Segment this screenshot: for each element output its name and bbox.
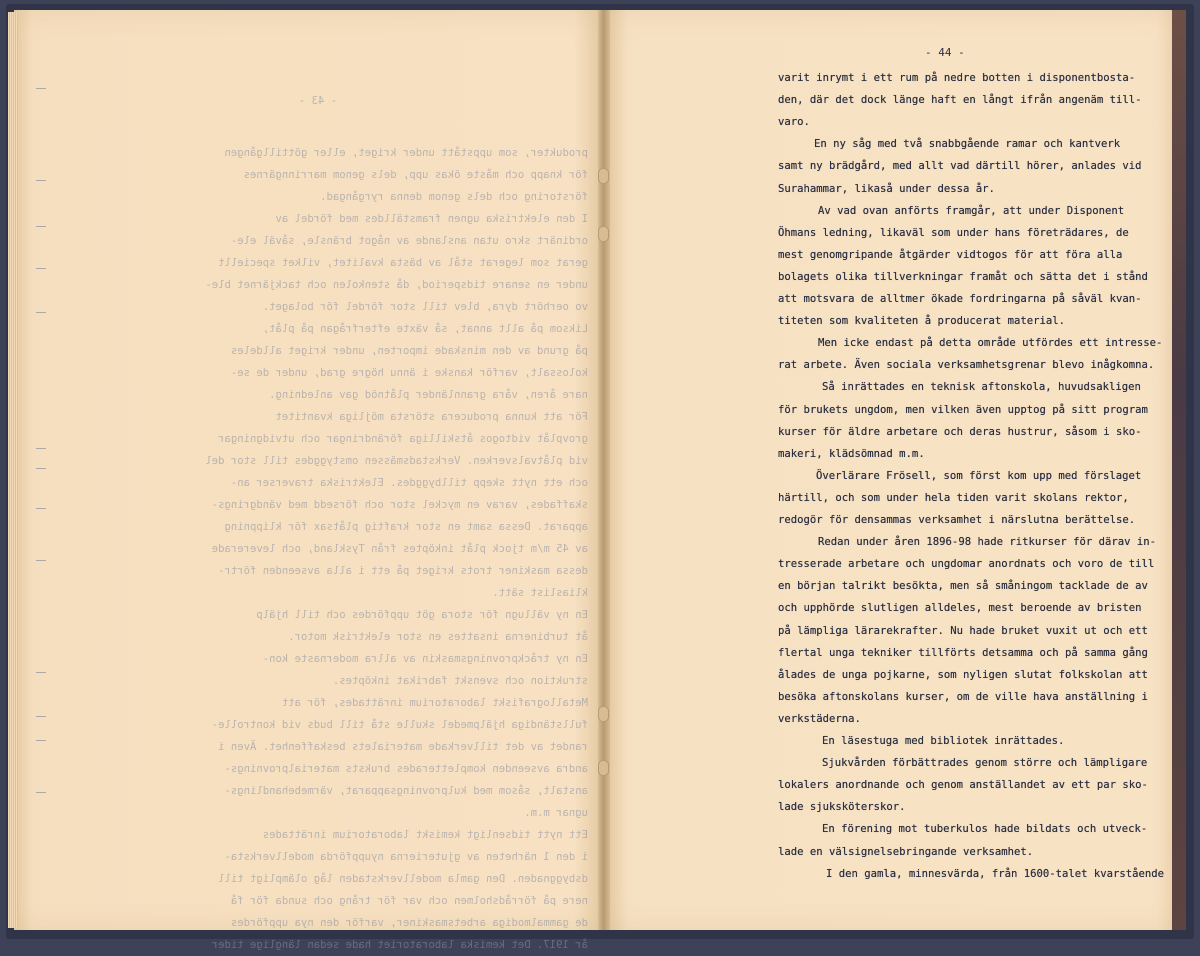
gutter-fold bbox=[598, 10, 610, 930]
text-line: en början talrikt besökta, men så småningom tacklade de av bbox=[778, 580, 1148, 593]
bleed-line: på grund av den minskade importen, under kriget alldeles bbox=[230, 345, 588, 357]
margin-mark bbox=[36, 560, 46, 561]
text-line: samt ny brädgård, med allt vad därtill hörer, anlades vid bbox=[778, 160, 1142, 173]
binding-hole bbox=[598, 706, 609, 722]
bleed-line: kliaslist sätt. bbox=[492, 587, 588, 599]
bleed-line: En ny tråckprovningsmaskin av allra modernaste kon- bbox=[262, 653, 588, 665]
bleed-line: kolossalt, varför kanske i ännu högre grad, under de se- bbox=[230, 367, 588, 379]
text-line: kurser för äldre arbetare och deras hustrur, såsom i sko- bbox=[778, 425, 1142, 438]
text-line: för brukets ungdom, men vilken även upptog på sitt program bbox=[778, 403, 1148, 416]
text-line: varo. bbox=[778, 116, 810, 129]
text-line: att motsvara de alltmer ökade fordringarna på såväl kvan- bbox=[778, 293, 1142, 305]
bleed-line: nere på förrådsholmen och var för trång och sunda för få bbox=[230, 895, 588, 907]
text-line: härtill, och som under hela tiden varit skolans rektor, bbox=[778, 491, 1129, 504]
text-line: flertal unga tekniker tillförts detsamma och på samma gång bbox=[778, 646, 1148, 659]
page-edge-stack bbox=[8, 12, 18, 928]
bleed-line: ugnar m.m. bbox=[524, 807, 588, 819]
right-page-number: - 44 - bbox=[925, 46, 965, 59]
bleed-line: andra avseenden kompletterades bruksts materialprovnings- bbox=[224, 763, 588, 775]
text-line: En förening mot tuberkulos hade bildats och utveck- bbox=[822, 823, 1148, 836]
bleed-line: grovplåt vidtogos åtskilliga förändringar och utvidgningar bbox=[218, 433, 588, 445]
bleed-line: fullständiga hjälpmedel skulle stå till buds vid kontrolle- bbox=[211, 719, 588, 731]
text-line: redogör för densammas verksamhet i närslutna berättelse. bbox=[778, 514, 1136, 526]
cover-edge bbox=[1172, 10, 1186, 930]
margin-mark bbox=[36, 792, 46, 793]
left-page-number: - 43 - bbox=[298, 95, 338, 107]
bleed-line: Metallografiskt laboratorium inrättades, för att bbox=[281, 697, 588, 709]
bleed-line: de gammalmodiga arbetsmaskiner, varför den nya uppfördes bbox=[230, 917, 588, 929]
bleed-line: apparat. Dessa samt en stor kraftig plåtsax för klippning bbox=[224, 521, 588, 533]
bleed-line: i den 1 närheten av gjuterierna nyuppförda modellverksta- bbox=[224, 851, 588, 863]
bleed-line: anstalt, såsom med kulprovningsapparat, värmebehandlings- bbox=[224, 785, 588, 797]
text-line: Surahammar, likaså under dessa år. bbox=[778, 182, 995, 195]
text-line: I den gamla, minnesvärda, från 1600-talet kvarstående bbox=[826, 867, 1165, 880]
text-line: titeten som kvaliteten å producerat material. bbox=[778, 315, 1066, 328]
margin-mark bbox=[36, 468, 46, 469]
bleed-line: och ett nytt skepp tillbyggdes. Elektriska traverser an- bbox=[230, 477, 588, 489]
bleed-line: vo oerhört dyra, blev till stor fördel för bolaget. bbox=[262, 301, 588, 313]
bleed-line: av 45 m/m tjock plåt inköptes från Tyskland, och levererade bbox=[211, 543, 588, 555]
bleed-line: I den elektriska ugnen framställdes med fördel av bbox=[275, 213, 588, 225]
text-line: Sjukvården förbättrades genom större och lämpligare bbox=[822, 757, 1148, 770]
bleed-line: dsbyggnaden. Den gamla modellverkstaden låg olämpligt till bbox=[218, 873, 588, 885]
bleed-line: Ett nytt tidsenligt kemiskt laboratorium inrättades bbox=[262, 829, 588, 841]
text-line: lade en välsignelsebringande verksamhet. bbox=[778, 845, 1034, 858]
binding-hole bbox=[598, 226, 609, 242]
bleed-line: produkter, som uppstått under kriget, eller göttillgången bbox=[224, 147, 588, 159]
margin-mark bbox=[36, 448, 46, 449]
bleed-line: nare åren, våra grannländer plåtnöd gav anledning. bbox=[269, 389, 588, 401]
text-line: besöka aftonskolans kurser, om de ville hava anställning i bbox=[778, 690, 1148, 703]
text-line: En läsestuga med bibliotek inrättades. bbox=[822, 735, 1065, 747]
margin-mark bbox=[36, 672, 46, 673]
text-line: ålades de unga pojkarne, som nyligen slutat folkskolan att bbox=[778, 668, 1148, 681]
text-line: på lämpliga lärarekrafter. Nu hade bruket vuxit ut och ett bbox=[778, 624, 1148, 637]
margin-mark bbox=[36, 716, 46, 717]
text-line: mest genomgripande åtgärder vidtogos för att föra alla bbox=[778, 248, 1123, 261]
margin-mark bbox=[36, 740, 46, 741]
bleed-line: under en senare tidsperiod, då stenkolen och tackjärnet ble- bbox=[205, 279, 588, 291]
binding-hole bbox=[598, 168, 609, 184]
text-line: lokalers anordnande och genom anställandet av ett par sko- bbox=[778, 779, 1148, 792]
margin-mark bbox=[36, 180, 46, 181]
text-line: makeri, klädsömnad m.m. bbox=[778, 447, 925, 460]
text-line: varit inrymt i ett rum på nedre botten i disponentbosta- bbox=[778, 72, 1136, 84]
text-line: verkstäderna. bbox=[778, 712, 861, 725]
bleed-line: förstoring och dels genom denna ryrgångad. bbox=[320, 191, 588, 203]
text-line: bolagets olika tillverkningar framåt och sätta det i stånd bbox=[778, 270, 1148, 283]
left-page-bleed-text bbox=[48, 46, 588, 956]
text-line: rat arbete. Även sociala verksamhetsgrenar blevo inågkomna. bbox=[778, 359, 1155, 372]
text-line: En ny såg med två snabbgående ramar och kantverk bbox=[814, 138, 1121, 151]
bleed-line: för knapp och måste ökas upp, dels genom marrinngärnes bbox=[243, 169, 588, 181]
bleed-line: För att kunna producera största möjliga kvantitet bbox=[275, 411, 588, 423]
bleed-line: dessa maskiner trots kriget på ett i alla avseenden förtr- bbox=[218, 565, 588, 577]
margin-mark bbox=[36, 312, 46, 313]
text-line: Så inrättades en teknisk aftonskola, huvudsakligen bbox=[822, 381, 1141, 394]
bleed-line: ordinärt skro utan anslande av något bränsle, såväl ele- bbox=[230, 235, 588, 247]
text-line: den, där det dock länge haft en långt ifrån angenäm till- bbox=[778, 94, 1142, 107]
text-line: och upphörde slutligen alldeles, mest beroende av bristen bbox=[778, 602, 1142, 615]
text-line: Redan under åren 1896-98 hade ritkurser för därav in- bbox=[818, 536, 1157, 549]
text-line: Överlärare Frösell, som först kom upp med förslaget bbox=[816, 469, 1142, 482]
binding-hole bbox=[598, 760, 609, 776]
bleed-line: gerat som legerat stål av bästa kvalitet, vilket speciellt bbox=[218, 257, 588, 269]
bleed-line: struktion och svenskt fabrikat inköptes. bbox=[332, 675, 588, 687]
bleed-line: Liksom på allt annat, så växte efterfrågan på plåt, bbox=[262, 323, 588, 335]
text-line: Av vad ovan anförts framgår, att under Disponent bbox=[818, 204, 1125, 217]
bleed-line: vid plåtvalsverken. Verkstadsmässen omstyggdes till stor del bbox=[205, 455, 588, 467]
margin-mark bbox=[36, 268, 46, 269]
bleed-line: år 1917. Det kemiska laboratoriet hade sedan länglige tider bbox=[211, 939, 588, 951]
text-line: Men icke endast på detta område utfördes ett intresse- bbox=[818, 337, 1163, 350]
bleed-line: En ny vällugn för stora göt uppfördes och till hjälp bbox=[256, 609, 588, 621]
text-line: tresserade arbetare och ungdomar anordnats och voro de till bbox=[778, 558, 1155, 571]
bleed-line: åt turbinerna insattes en stor elektrisk motor. bbox=[288, 631, 588, 643]
bleed-line: skaffades, varav en myckel stor och försedd med vändgrings- bbox=[211, 499, 588, 511]
margin-mark bbox=[36, 508, 46, 509]
margin-mark bbox=[36, 88, 46, 89]
margin-mark bbox=[36, 226, 46, 227]
bleed-line: randet av det tillverkade materialets beskaffenhet. Även i bbox=[218, 741, 588, 753]
text-line: lade sjuksköterskor. bbox=[778, 801, 906, 814]
text-line: Öhmans ledning, likaväl som under hans företrädares, de bbox=[778, 226, 1129, 239]
